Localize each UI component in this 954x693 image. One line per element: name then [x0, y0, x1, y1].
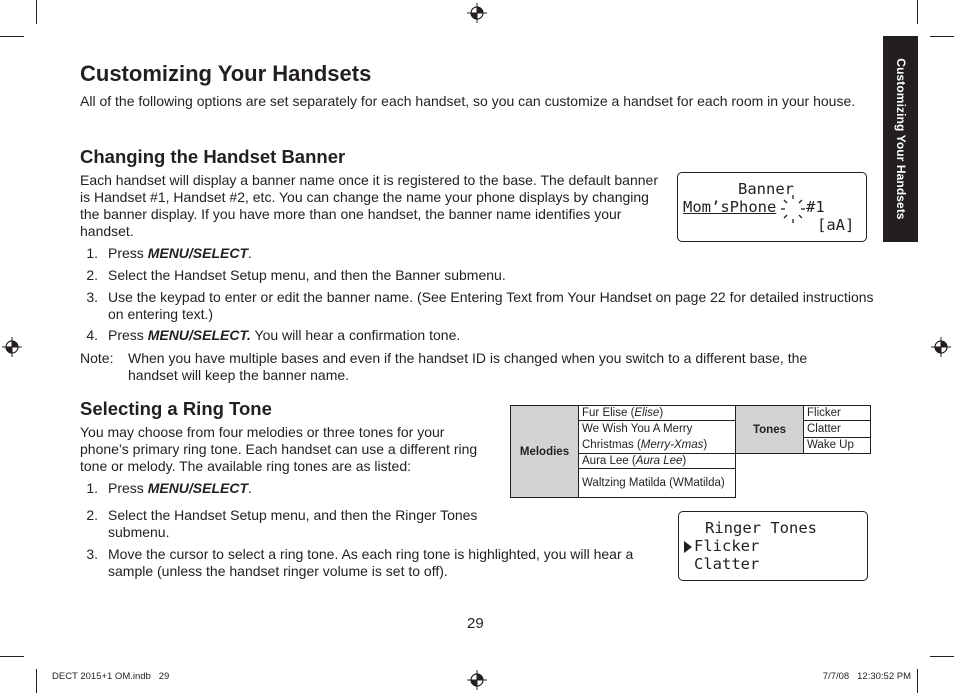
- registration-mark-icon: [2, 337, 22, 357]
- tone-item: Clatter: [804, 421, 871, 438]
- melodies-header: Melodies: [511, 406, 579, 498]
- crop-mark: [36, 669, 37, 693]
- lcd-handset-id: #1: [806, 198, 825, 216]
- crop-mark: [930, 36, 954, 37]
- selection-cursor-icon: [684, 541, 692, 553]
- melody-item: We Wish You A Merry Christmas (Merry-Xmas): [579, 421, 736, 454]
- ring-tone-table: [510, 405, 871, 498]
- melody-item: Waltzing Matilda (WMatilda): [579, 469, 736, 498]
- blinking-cursor-icon: [778, 193, 808, 225]
- crop-mark: [36, 0, 37, 24]
- side-tab-label: Customizing Your Handsets: [893, 58, 908, 220]
- banner-body-paragraph: Each handset will display a banner name once it is registered to the base. The default banner is Handset #1, Handset #2, etc. You can change the name your phone displays by changing the banner display. If you have more than one handset, the banner name identifies your handset.: [80, 172, 658, 239]
- section-heading-banner: Changing the Handset Banner: [80, 146, 346, 167]
- section-heading-ring-tone: Selecting a Ring Tone: [80, 398, 272, 419]
- menu-select-key-label: MENU/SELECT: [147, 245, 249, 261]
- tone-item: Wake Up: [804, 437, 871, 454]
- melody-item: Fur Elise (Elise): [579, 406, 736, 421]
- menu-select-key-label: MENU/SELECT: [147, 480, 249, 496]
- menu-select-key-label: MENU/SELECT.: [147, 327, 251, 343]
- intro-paragraph: All of the following options are set separately for each handset, so you can customize a handset for each room in your house.: [80, 93, 856, 109]
- crop-mark: [917, 0, 918, 24]
- lcd-banner-line: Banner: [738, 180, 794, 198]
- crop-mark: [930, 656, 954, 657]
- lcd-name-line: Mom’sPhone: [683, 198, 777, 216]
- registration-mark-icon: [467, 670, 487, 690]
- footer-file-info: DECT 2015+1 OM.indb 29: [52, 671, 170, 682]
- page-number: 29: [467, 615, 484, 632]
- page-title: Customizing Your Handsets: [80, 61, 372, 86]
- section-side-tab: [883, 36, 918, 242]
- footer-timestamp: 7/7/08 12:30:52 PM: [822, 671, 911, 682]
- tone-item: Flicker: [804, 406, 871, 421]
- lcd-ringer-option: Clatter: [694, 555, 760, 573]
- crop-mark: [917, 669, 918, 693]
- ring-body-paragraph: You may choose from four melodies or three tones for your phone’s primary ring tone. Each handset can use a different ring tone or melody. The available ring tones are as listed:: [80, 424, 478, 474]
- lcd-ringer-option-selected: Flicker: [694, 537, 760, 555]
- tones-header: Tones: [736, 406, 804, 454]
- registration-mark-icon: [467, 3, 487, 23]
- lcd-mode-indicator: [aA]: [817, 216, 855, 234]
- crop-mark: [0, 36, 24, 37]
- registration-mark-icon: [931, 337, 951, 357]
- crop-mark: [0, 656, 24, 657]
- melody-item: Aura Lee (Aura Lee): [579, 454, 736, 469]
- ringer-lcd-display: [678, 511, 868, 581]
- lcd-ringer-title: Ringer Tones: [705, 519, 817, 537]
- banner-lcd-display: [677, 172, 867, 242]
